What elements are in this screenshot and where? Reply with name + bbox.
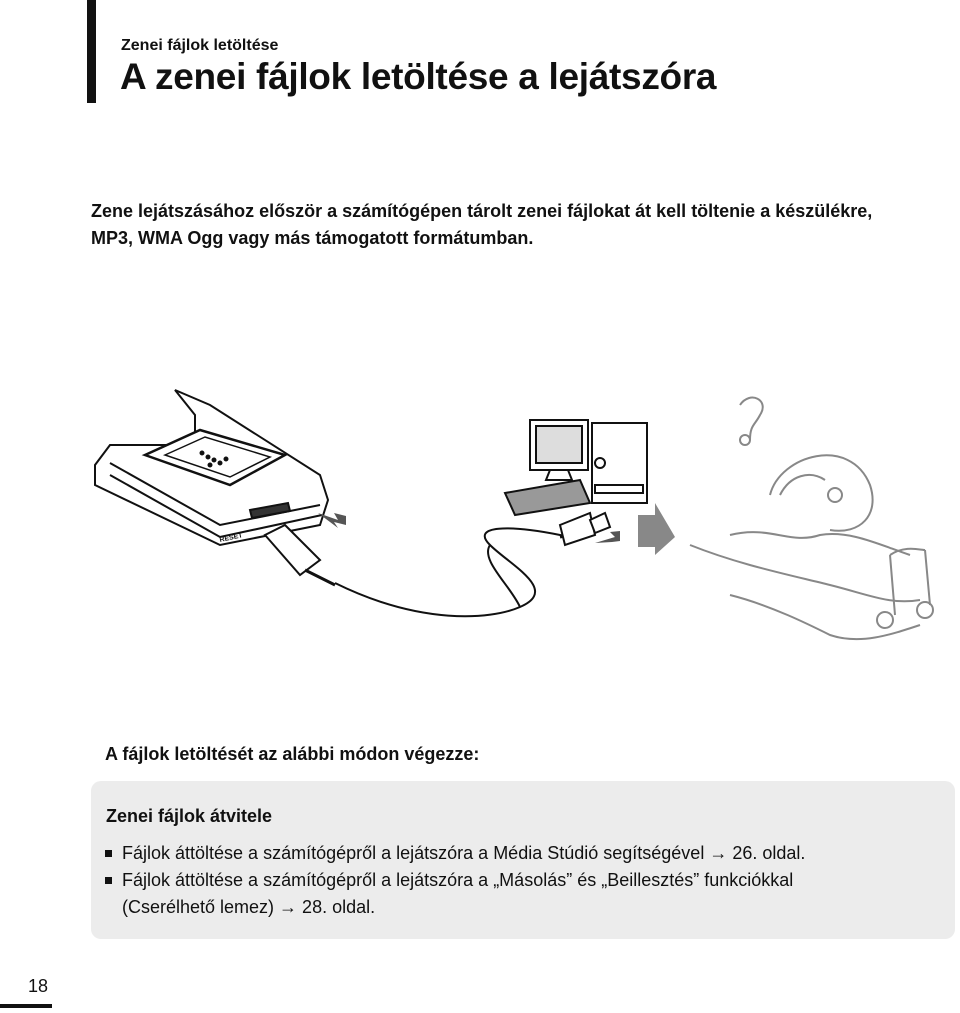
usb-cable-drawing — [265, 513, 610, 616]
list-item — [105, 867, 935, 921]
computer-drawing — [505, 420, 647, 515]
info-box — [91, 781, 955, 939]
usb-connection-illustration — [90, 385, 960, 675]
listening-person-drawing — [690, 398, 933, 640]
info-box-title: Zenei fájlok átvitele — [106, 806, 273, 826]
mp3-player-drawing — [95, 390, 328, 545]
page-title: A zenei fájlok letöltése a lejátszóra — [120, 56, 717, 97]
bullet-icon — [105, 850, 112, 857]
page-number: 18 — [28, 976, 49, 996]
list-item — [105, 840, 935, 867]
page-number-rule — [0, 1004, 52, 1008]
reset-label: RESET — [218, 532, 244, 544]
header-accent-bar — [87, 0, 96, 103]
bullet-icon — [105, 877, 112, 884]
section-label: Zenei fájlok letöltése — [121, 37, 279, 54]
list-item-text: Fájlok áttöltése a számítógépről a lejátszóra a Média Stúdió segítségével → 26. oldal. — [122, 843, 806, 863]
list-item-text-continued: (Cserélhető lemez) → 28. oldal. — [122, 897, 376, 917]
intro-paragraph: Zene lejátszásához először a számítógépen tárolt zenei fájlokat át kell töltenie a készülékre, MP3, WMA Ogg vagy más támogatott formátumban. — [91, 201, 873, 248]
howto-heading: A fájlok letöltését az alábbi módon végezze: — [105, 744, 480, 764]
list-item-text: Fájlok áttöltése a számítógépről a lejátszóra a „Másolás” és „Beillesztés” funkciókkal — [122, 870, 794, 890]
